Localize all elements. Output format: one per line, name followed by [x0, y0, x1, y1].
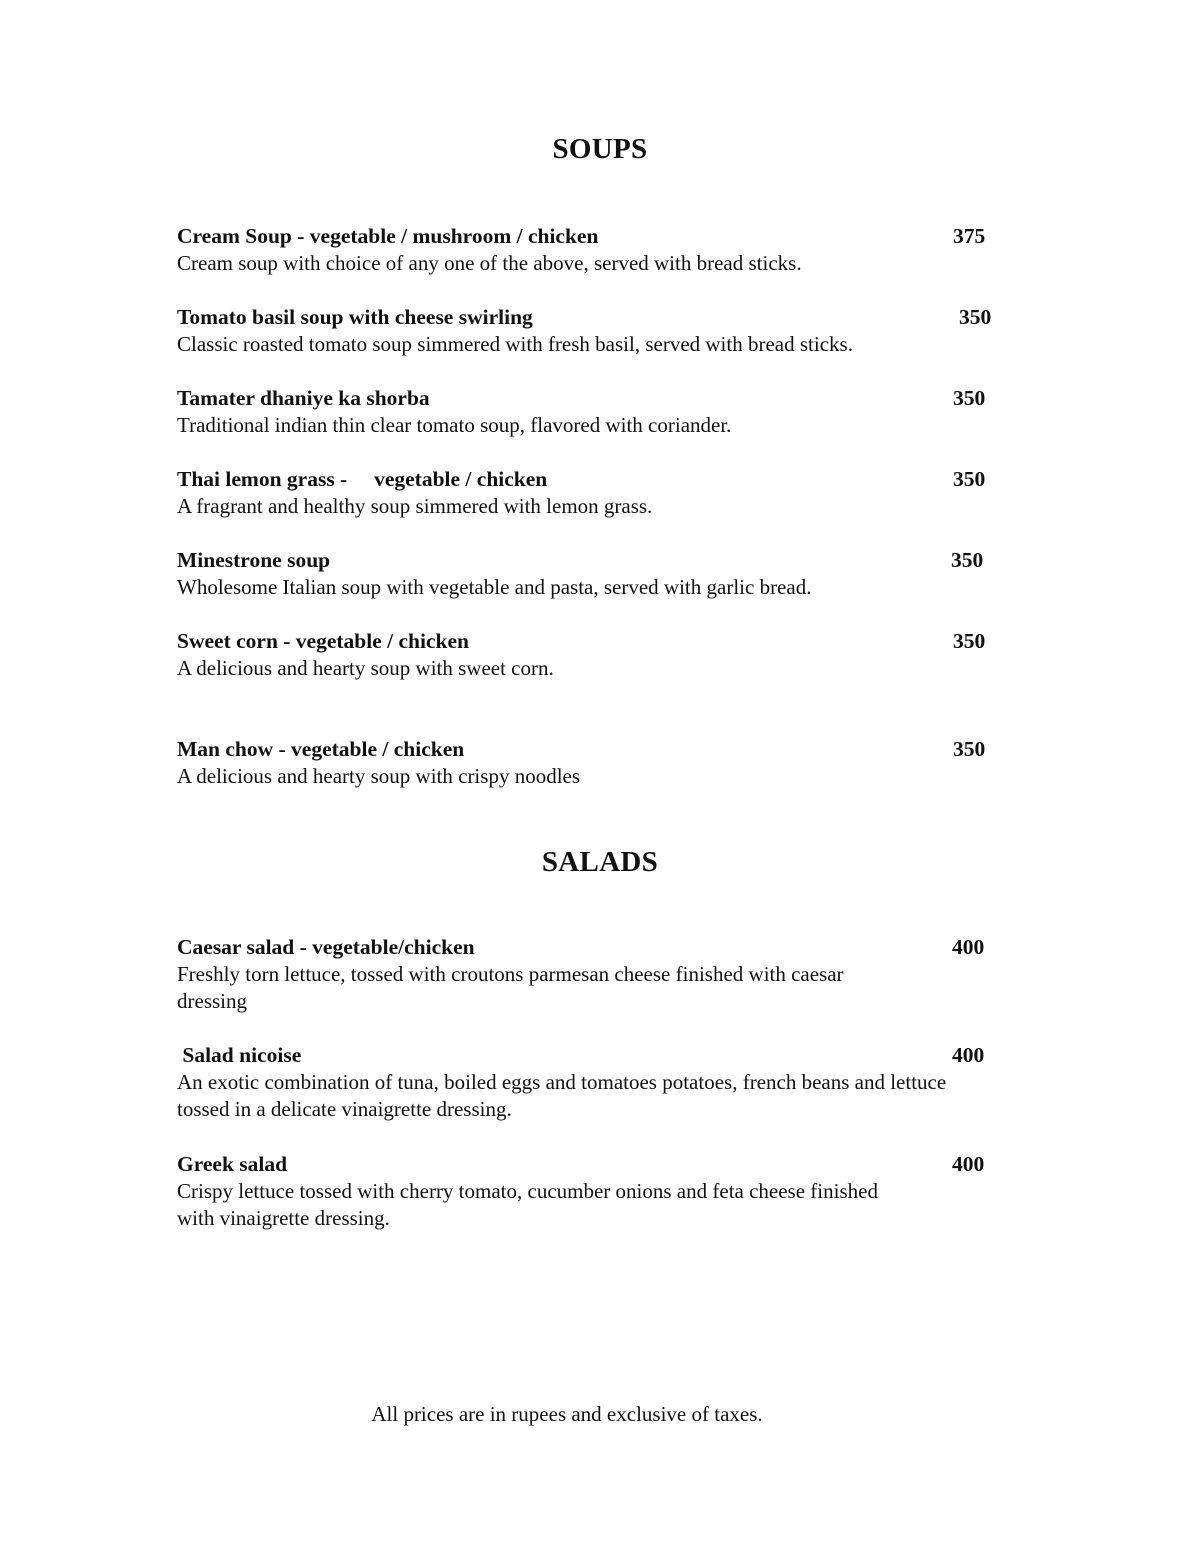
item-description: Traditional indian thin clear tomato soup, flavored with coriander. [177, 413, 732, 437]
item-name: Tomato basil soup with cheese swirling [177, 305, 533, 329]
item-name: Greek salad [177, 1152, 288, 1176]
item-name: Minestrone soup [177, 548, 331, 572]
soup-item-thai-lemon-grass [177, 466, 1007, 520]
item-description: Freshly torn lettuce, tossed with croutons parmesan cheese finished with caesar dressing [177, 962, 844, 1013]
item-description: Classic roasted tomato soup simmered with fresh basil, served with bread sticks. [177, 332, 853, 356]
item-name: Sweet corn - vegetable / chicken [177, 629, 469, 653]
item-name: Caesar salad - vegetable/chicken [177, 935, 475, 959]
salads-heading: SALADS [541, 846, 659, 878]
soups-heading: SOUPS [552, 133, 648, 165]
price-note: All prices are in rupees and exclusive of taxes. [371, 1402, 763, 1426]
soup-item-man-chow [177, 736, 1007, 790]
item-name: Salad nicoise [177, 1043, 302, 1067]
salad-item-greek [177, 1151, 1007, 1232]
item-price: 350 [953, 629, 986, 653]
salad-item-caesar [177, 934, 1007, 1015]
item-price: 375 [953, 224, 986, 248]
soup-item-cream-soup [177, 223, 1007, 277]
item-name: Man chow - vegetable / chicken [177, 737, 465, 761]
soup-item-tamater-shorba [177, 385, 1007, 439]
item-description: A delicious and hearty soup with sweet corn. [177, 656, 554, 680]
soup-item-tomato-basil [177, 304, 1007, 358]
item-name: Cream Soup - vegetable / mushroom / chicken [177, 224, 599, 248]
soup-item-sweet-corn [177, 628, 1007, 682]
item-description: A fragrant and healthy soup simmered with lemon grass. [177, 494, 653, 518]
item-description: A delicious and hearty soup with crispy noodles [177, 764, 581, 788]
item-price: 350 [951, 548, 984, 572]
item-name: Thai lemon grass - vegetable / chicken [177, 467, 548, 491]
item-name: Tamater dhaniye ka shorba [177, 386, 430, 410]
item-price: 350 [953, 467, 986, 491]
item-description: Cream soup with choice of any one of the above, served with bread sticks. [177, 251, 802, 275]
item-price: 400 [952, 1043, 985, 1067]
item-description: Crispy lettuce tossed with cherry tomato, cucumber onions and feta cheese finished with vinaigrette dressing. [177, 1179, 878, 1230]
item-price: 350 [953, 386, 986, 410]
salad-item-nicoise [177, 1042, 1007, 1123]
item-price: 400 [952, 1152, 985, 1176]
soup-item-minestrone [177, 547, 1007, 601]
item-price: 350 [959, 305, 992, 329]
item-description: An exotic combination of tuna, boiled eggs and tomatoes potatoes, french beans and lettuce tossed in a delicate vinaigrette dressing. [177, 1070, 947, 1121]
item-price: 350 [953, 737, 986, 761]
item-price: 400 [952, 935, 985, 959]
item-description: Wholesome Italian soup with vegetable and pasta, served with garlic bread. [177, 575, 812, 599]
